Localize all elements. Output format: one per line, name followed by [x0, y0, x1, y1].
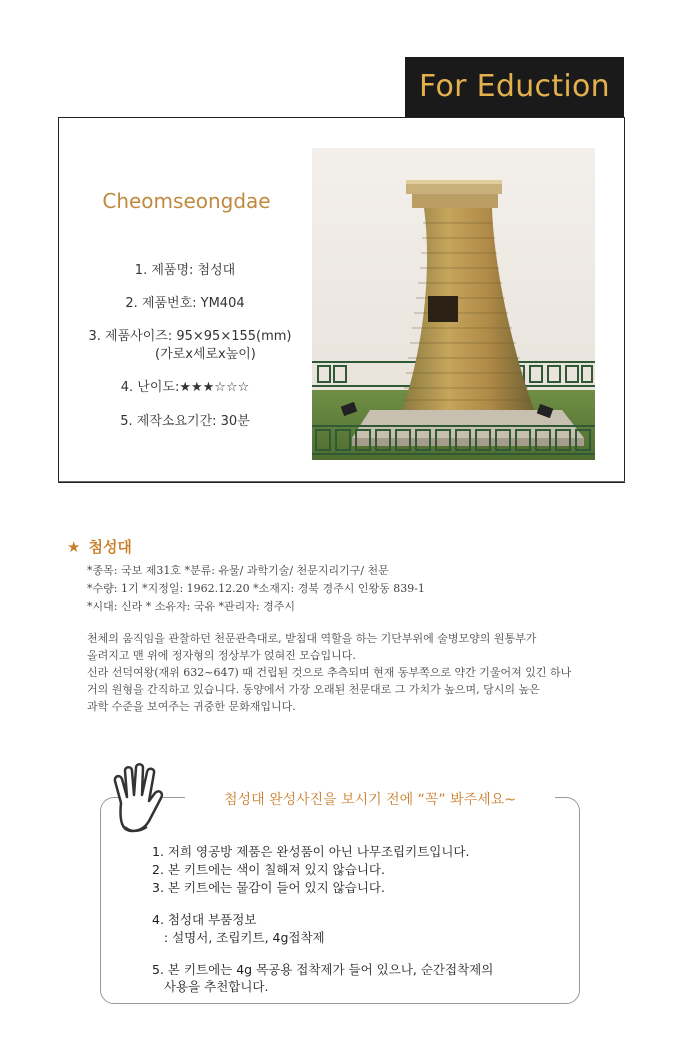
notice-line: : 설명서, 조립키트, 4g접착제	[152, 930, 325, 945]
hand-icon	[107, 763, 167, 837]
notice-line: 사용을 추천합니다.	[152, 979, 269, 994]
description-line: 과학 수준을 보여주는 귀중한 문화재입니다.	[87, 700, 296, 713]
notice-line: 1. 저희 영공방 제품은 완성품이 아닌 나무조립키트입니다.	[152, 844, 470, 859]
meta-line: *종목: 국보 제31호 *분류: 유물/ 과학기술/ 천문지리기구/ 천문	[87, 564, 389, 577]
section-heading-text: 첨성대	[88, 538, 132, 556]
banner-title: For Eduction	[419, 69, 610, 104]
notice-line: 2. 본 키트에는 색이 칠해져 있지 않습니다.	[152, 862, 385, 877]
spec-size-note: (가로x세로x높이)	[155, 347, 256, 362]
description-line: 신라 선덕여왕(재위 632~647) 때 건립된 것으로 추측되며 현재 동부쪽으로 약간 기울어져 있긴 하나	[87, 666, 572, 679]
notice-title: 첨성대 완성사진을 보시기 전에 “꼭” 봐주세요~	[224, 792, 516, 808]
meta-line: *시대: 신라 * 소유자: 국유 *관리자: 경주시	[87, 600, 295, 613]
spec-duration: 5. 제작소요기간: 30분	[120, 414, 250, 429]
title-banner	[405, 57, 624, 117]
description-line: 거의 원형을 간직하고 있습니다. 동양에서 가장 오래된 천문대로 그 가치가 높으며, 당시의 높은	[87, 683, 540, 696]
description-line: 올려지고 맨 위에 정자형의 정상부가 얹혀진 모습입니다.	[87, 649, 356, 662]
divider	[58, 481, 625, 482]
spec-name: 1. 제품명: 첨성대	[134, 263, 236, 278]
product-name: Cheomseongdae	[102, 189, 271, 213]
notice-line: 3. 본 키트에는 물감이 들어 있지 않습니다.	[152, 880, 385, 895]
spec-size: 3. 제품사이즈: 95×95×155(mm)	[88, 329, 292, 344]
section-heading	[67, 536, 132, 557]
notice-line: 5. 본 키트에는 4g 목공용 접착제가 들어 있으나, 순간접착제의	[152, 962, 494, 977]
spec-difficulty: 4. 난이도:★★★☆☆☆	[120, 380, 250, 395]
meta-line: *수량: 1기 *지정일: 1962.12.20 *소재지: 경북 경주시 인왕동 839-1	[87, 582, 425, 595]
spec-number: 2. 제품번호: YM404	[125, 296, 245, 311]
notice-line: 4. 첨성대 부품정보	[152, 912, 257, 927]
description-line: 천체의 움직임을 관찰하던 천문관측대로, 받침대 역할을 하는 기단부위에 술병모양의 원통부가	[87, 632, 537, 645]
product-photo	[312, 148, 595, 460]
star-icon: ★	[67, 538, 81, 556]
